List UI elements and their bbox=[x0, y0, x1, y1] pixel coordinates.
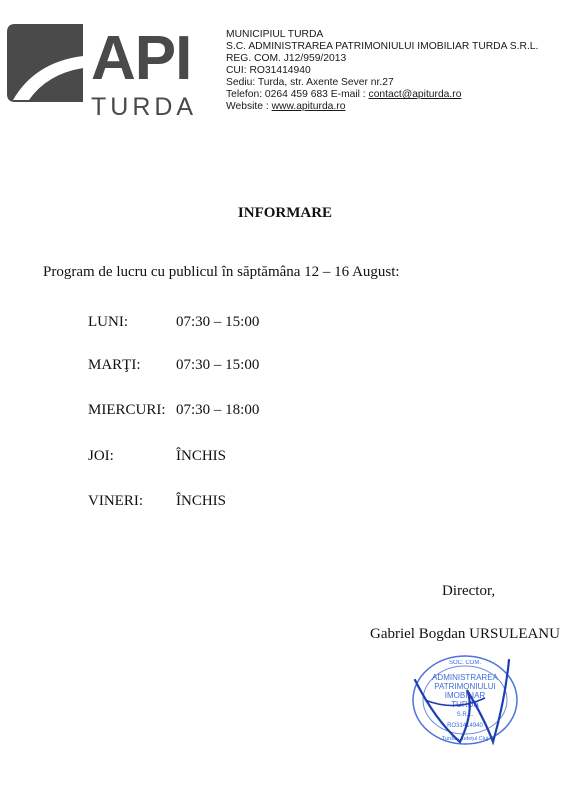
schedule-hours: 07:30 – 15:00 bbox=[176, 357, 260, 373]
website-link[interactable]: www.apiturda.ro bbox=[271, 101, 346, 112]
document-title: INFORMARE bbox=[237, 205, 333, 221]
svg-text:PATRIMONIULUI: PATRIMONIULUI bbox=[434, 682, 496, 691]
logo-turda-text: TURDA bbox=[91, 93, 198, 121]
svg-text:S.R.L.: S.R.L. bbox=[456, 712, 474, 718]
logo-api-text: API bbox=[91, 24, 192, 93]
schedule-day: LUNI: bbox=[88, 314, 128, 330]
road-logo-icon bbox=[5, 22, 89, 104]
official-stamp-and-signature bbox=[405, 650, 525, 750]
schedule-hours: 07:30 – 18:00 bbox=[176, 402, 260, 418]
signer-name: Gabriel Bogdan URSULEANU bbox=[370, 626, 560, 642]
company-details bbox=[226, 29, 538, 113]
company-line-contact bbox=[226, 89, 538, 101]
svg-text:Turda · judeţul Cluj: Turda · judeţul Cluj bbox=[441, 736, 489, 742]
schedule-day: MIERCURI: bbox=[88, 402, 166, 418]
website-label: Website : bbox=[226, 101, 272, 112]
svg-text:RO31414940: RO31414940 bbox=[447, 723, 483, 729]
svg-text:SOC. COM.: SOC. COM. bbox=[448, 660, 482, 666]
email-link[interactable]: contact@apiturda.ro bbox=[368, 89, 462, 100]
svg-text:IMOBILIAR: IMOBILIAR bbox=[444, 691, 486, 700]
company-line-municipality: MUNICIPIUL TURDA bbox=[226, 29, 324, 40]
director-label: Director, bbox=[442, 583, 496, 599]
schedule-hours: ÎNCHIS bbox=[176, 493, 227, 509]
svg-text:TURDA: TURDA bbox=[451, 700, 479, 709]
schedule-day: JOI: bbox=[88, 448, 114, 464]
schedule-day: VINERI: bbox=[88, 493, 143, 509]
schedule-day: MARŢI: bbox=[88, 357, 141, 373]
company-line-cui: CUI: RO31414940 bbox=[226, 65, 311, 76]
schedule-hours: 07:30 – 15:00 bbox=[176, 314, 260, 330]
schedule-hours: ÎNCHIS bbox=[176, 448, 227, 464]
company-line-registration: REG. COM. J12/959/2013 bbox=[226, 53, 347, 64]
phone-text: Telefon: 0264 459 683 E-mail : bbox=[226, 89, 369, 100]
intro-text: Program de lucru cu publicul în săptămâna 12 – 16 August: bbox=[43, 264, 400, 280]
letterhead bbox=[0, 0, 588, 130]
company-line-website bbox=[226, 101, 538, 113]
api-turda-logo bbox=[5, 22, 198, 122]
company-line-name: S.C. ADMINISTRAREA PATRIMONIULUI IMOBILIAR TURDA S.R.L. bbox=[226, 41, 539, 52]
company-line-address: Sediu: Turda, str. Axente Sever nr.27 bbox=[226, 77, 394, 88]
svg-text:ADMINISTRAREA: ADMINISTRAREA bbox=[432, 673, 498, 682]
